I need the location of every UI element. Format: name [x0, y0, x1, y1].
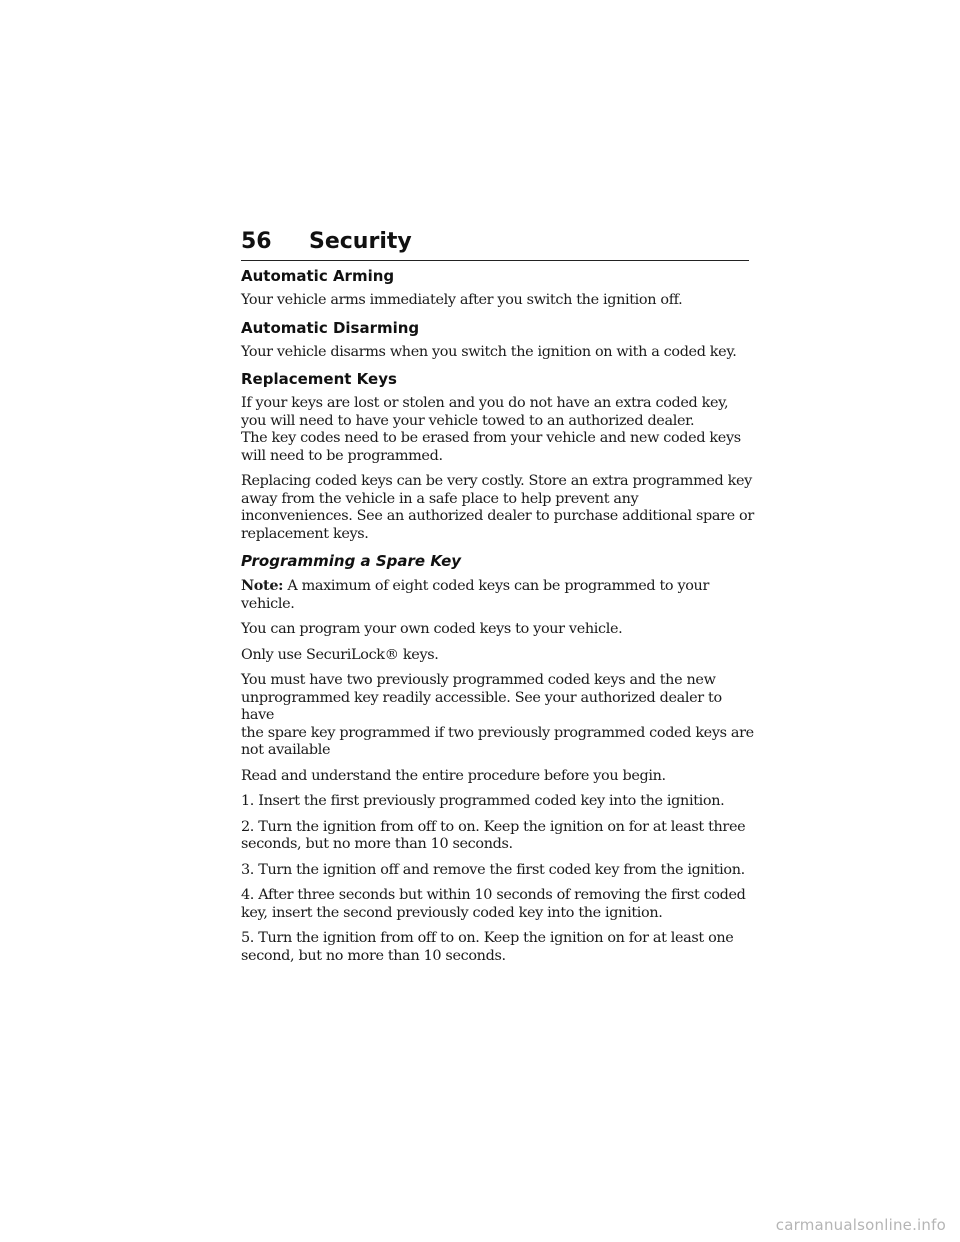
section-title: Security	[309, 229, 412, 254]
page-content	[241, 266, 755, 973]
note-label: Note:	[241, 577, 284, 594]
programming-paragraph-4: Read and understand the entire procedure before you begin.	[241, 767, 666, 784]
page-number: 56	[241, 229, 272, 254]
automatic-arming-text: Your vehicle arms immediately after you switch the ignition off.	[241, 292, 683, 308]
programming-paragraph-3: You must have two previously programmed coded keys and the new unprogrammed key readily accessible. See your authorized dealer to have the spare key programmed if two previously programmed coded keys are not available	[241, 672, 754, 758]
replacement-keys-paragraph-1: If your keys are lost or stolen and you do not have an extra coded key, you will need to have your vehicle towed to an authorized dealer.	[241, 395, 729, 429]
step-3: 3. Turn the ignition off and remove the first coded key from the ignition.	[241, 861, 745, 878]
automatic-disarming-text: Your vehicle disarms when you switch the ignition on with a coded key.	[241, 343, 737, 360]
programming-paragraph-1: You can program your own coded keys to your vehicle.	[241, 621, 623, 637]
step-5: 5. Turn the ignition from off to on. Keep the ignition on for at least one second, but no more than 10 seconds.	[241, 930, 734, 964]
step-2: 2. Turn the ignition from off to on. Keep the ignition on for at least three seconds, but no more than 10 seconds.	[241, 818, 746, 852]
heading-replacement-keys: Replacement Keys	[241, 370, 397, 388]
watermark: carmanualsonline.info	[775, 1216, 946, 1234]
page-header	[241, 226, 749, 261]
programming-paragraph-2: Only use SecuriLock® keys.	[241, 646, 439, 663]
note-paragraph	[241, 577, 755, 613]
heading-automatic-disarming: Automatic Disarming	[241, 318, 420, 337]
step-1: 1. Insert the first previously programmed coded key into the ignition.	[241, 793, 725, 809]
replacement-keys-paragraph-2: The key codes need to be erased from your vehicle and new coded keys will need to be programmed.	[241, 430, 741, 464]
heading-programming-spare-key: Programming a Spare Key	[241, 552, 462, 570]
replacement-keys-paragraph-3: Replacing coded keys can be very costly. Store an extra programmed key away from the vehicle in a safe place to help prevent any inconveniences. See an authorized dealer to purchase additional spare or replacement keys.	[241, 473, 754, 542]
note-text: A maximum of eight coded keys can be programmed to your vehicle.	[241, 578, 709, 612]
step-4: 4. After three seconds but within 10 seconds of removing the first coded key, insert the second previously coded key into the ignition.	[241, 887, 746, 921]
heading-automatic-arming: Automatic Arming	[241, 267, 395, 285]
